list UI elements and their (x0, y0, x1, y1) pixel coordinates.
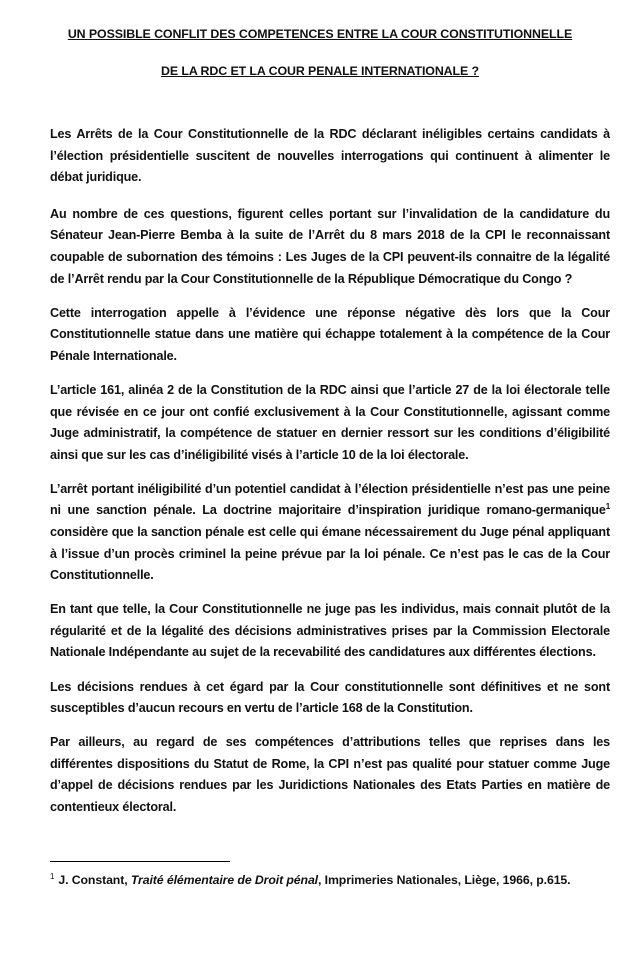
paragraph-5-start: L’arrêt portant inéligibilité d’un potentiel candidat à l’élection présidentielle n’est pas une peine ni une sanction pénale. La doctrine majoritaire d’inspiration juridique romano-germanique (50, 481, 610, 518)
footnote-author: J. Constant, (58, 873, 131, 887)
paragraph-8: Par ailleurs, au regard de ses compétences d’attributions telles que reprises dans les différentes dispositions du Statut de Rome, la CPI n’est pas qualité pour statuer comme Juge d’appel de décisions rendues par les Juridictions Nationales des Etats Parties en matière de contentieux électoral. (50, 735, 610, 815)
paragraph-4: L’article 161, alinéa 2 de la Constitution de la RDC ainsi que l’article 27 de la loi électorale telle que révisée en ce jour ont confié exclusivement à la Cour Constitutionnelle, agissant comme Juge administratif, la compétence de statuer en dernier ressort sur les conditions d’éligibilité ainsi que sur les cas d’inéligibilité visés à l’article 10 de la loi électorale. (50, 382, 610, 462)
document-body (50, 124, 610, 831)
paragraph-1: Les Arrêts de la Cour Constitutionnelle de la RDC déclarant inéligibles certains candidats à l’élection présidentielle suscitent de nouvelles interrogations qui continuent à alimenter le débat juridique. (50, 127, 610, 185)
title-line-1: UN POSSIBLE CONFLIT DES COMPETENCES ENTRE LA COUR CONSTITUTIONNELLE (67, 27, 573, 41)
footnote-reference: 1 (605, 502, 610, 512)
footnote-number: 1 (50, 872, 55, 881)
paragraph-5-end: considère que la sanction pénale est celle qui émane nécessairement du Juge pénal appliquant à l’issue d’un procès criminel la peine prévue par la loi pénale. Ce n’est pas le cas de la Cour Constitutionnelle. (50, 525, 610, 583)
paragraph-7: Les décisions rendues à cet égard par la Cour constitutionnelle sont définitives et ne sont susceptibles d’aucun recours en vertu de l’article 168 de la Constitution. (50, 679, 610, 716)
paragraph-6: En tant que telle, la Cour Constitutionnelle ne juge pas les individus, mais connait plutôt de la régularité et de la légalité des décisions administratives prises par la Commission Electorale Nationale Indépendante au sujet de la recevabilité des candidatures aux différentes élections. (50, 602, 610, 660)
footnote-separator (50, 861, 230, 862)
footnote (50, 873, 620, 887)
paragraph-2: Au nombre de ces questions, figurent celles portant sur l’invalidation de la candidature du Sénateur Jean-Pierre Bemba à la suite de l’Arrêt du 8 mars 2018 de la CPI le reconnaissant coupable de subornation des témoins : Les Juges de la CPI peuvent-ils connaitre de la légalité de l’Arrêt rendu par la Cour Constitutionnelle de la République Démocratique du Congo ? (50, 206, 610, 286)
paragraph-3: Cette interrogation appelle à l’évidence une réponse négative dès lors que la Cour Constitutionnelle statue dans une matière qui échappe totalement à la compétence de la Cour Pénale Internationale. (50, 305, 610, 363)
footnote-work-title: Traité élémentaire de Droit pénal (130, 873, 318, 887)
paragraph-5 (50, 479, 610, 587)
title-line-2: DE LA RDC ET LA COUR PENALE INTERNATIONALE ? (161, 64, 479, 78)
footnote-publication: , Imprimeries Nationales, Liège, 1966, p.615. (318, 873, 571, 887)
